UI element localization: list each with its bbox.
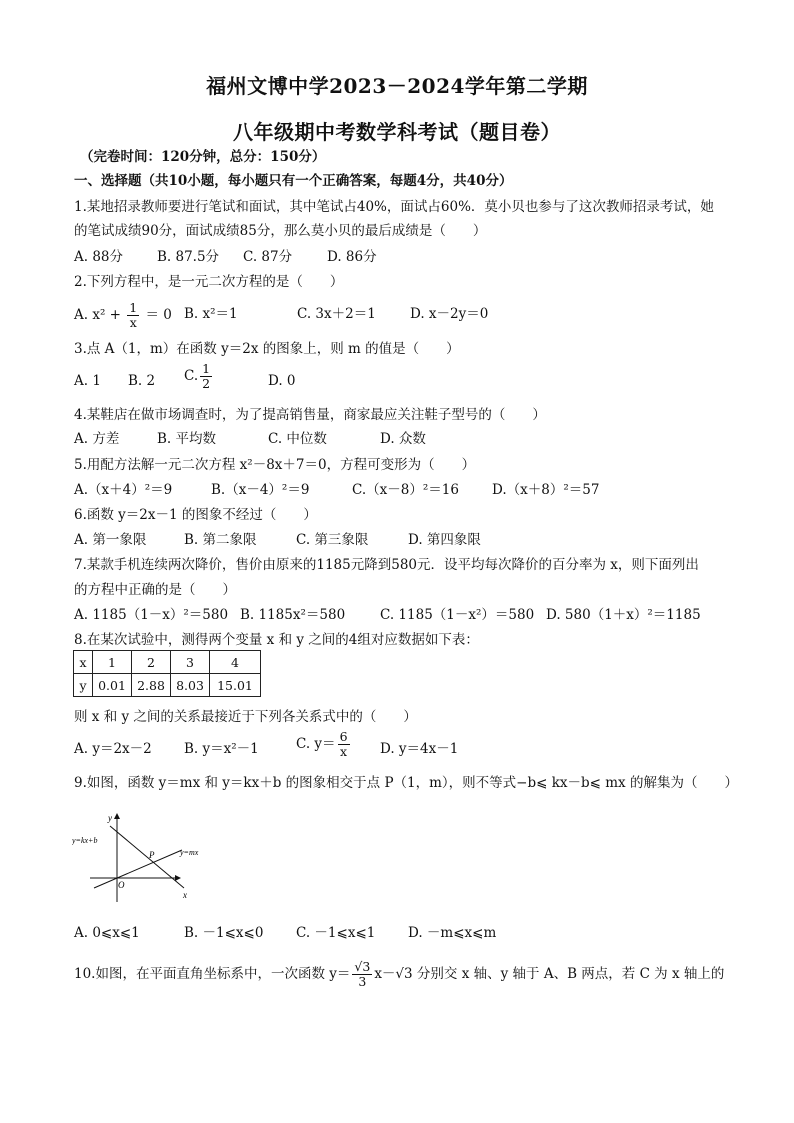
- q3-option-a: A. 1: [74, 373, 101, 389]
- q8-option-c-fraction: [338, 730, 350, 759]
- table-cell: 4: [210, 651, 261, 674]
- q8-stem-line2: 则 x 和 y 之间的关系最接近于下列各关系式中的（ ）: [74, 709, 417, 725]
- q5-option-b: B.（x－4）²＝9: [211, 482, 310, 498]
- q8-option-c: [296, 730, 352, 759]
- q10-stem-suffix: x－√3 分别交 x 轴、y 轴于 A、B 两点，若 C 为 x 轴上的: [374, 966, 725, 982]
- line-mx-label: y=mx: [180, 848, 199, 857]
- line-kx-b-label: y=kx+b: [72, 836, 98, 845]
- q6-option-c: C. 第三象限: [296, 532, 369, 548]
- q3-stem: 3.点 A（1，m）在函数 y＝2x 的图象上，则 m 的值是（ ）: [74, 341, 460, 357]
- q9-stem: 9.如图，函数 y＝mx 和 y＝kx＋b 的图象相交于点 P（1，m），则不等式−b⩽ kx－b⩽ mx 的解集为（ ）: [74, 775, 738, 791]
- q10-fraction: [352, 960, 372, 989]
- q5-stem: 5.用配方法解一元二次方程 x²－8x＋7＝0，方程可变形为（ ）: [74, 457, 476, 473]
- q7-option-a: A. 1185（1－x）²＝580: [74, 607, 229, 623]
- q2-option-a-fraction: [127, 301, 139, 330]
- q9-function-graph: [72, 808, 212, 908]
- q2-option-a-suffix: ＝ 0: [141, 307, 172, 323]
- q4-option-a: A. 方差: [74, 431, 120, 447]
- q6-stem: 6.函数 y＝2x－1 的图象不经过（ ）: [74, 507, 317, 523]
- table-cell: 1: [93, 651, 132, 674]
- fraction-numerator: 1: [202, 361, 211, 376]
- q2-stem: 2.下列方程中，是一元二次方程的是（ ）: [74, 274, 344, 290]
- q8-option-b: B. y＝x²－1: [184, 741, 259, 757]
- q5-option-a: A.（x＋4）²＝9: [74, 482, 173, 498]
- q7-stem-line1: 7.某款手机连续两次降价，售价由原来的1185元降到580元．设平均每次降价的百分率为 x，则下面列出: [74, 557, 699, 573]
- fraction-denominator: 2: [202, 376, 211, 391]
- exam-subtitle: 八年级期中考数学科考试（题目卷）: [233, 120, 561, 144]
- q1-option-b: B. 87.5分: [157, 249, 220, 265]
- q4-option-c: C. 中位数: [268, 431, 327, 447]
- q5-option-c: C.（x－8）²＝16: [352, 482, 459, 498]
- q5-option-d: D.（x＋8）²＝57: [492, 482, 600, 498]
- exam-info: （完卷时间：120分钟，总分：150分）: [80, 149, 326, 165]
- fraction-denominator: x: [129, 315, 137, 330]
- q6-option-b: B. 第二象限: [184, 532, 257, 548]
- q1-stem-line2: 的笔试成绩90分，面试成绩85分，那么莫小贝的最后成绩是（ ）: [74, 223, 487, 239]
- q2-option-a: [74, 301, 172, 330]
- q9-option-b: B. －1⩽x⩽0: [184, 925, 264, 941]
- q7-stem-line2: 的方程中正确的是（ ）: [74, 582, 236, 598]
- table-cell: 15.01: [210, 674, 261, 697]
- section-heading: 一、选择题（共10小题，每小题只有一个正确答案，每题4分，共40分）: [74, 173, 513, 189]
- exam-title: 福州文博中学2023－2024学年第二学期: [206, 74, 588, 98]
- q8-stem: 8.在某次试验中，测得两个变量 x 和 y 之间的4组对应数据如下表：: [74, 632, 479, 648]
- origin-label: O: [118, 880, 125, 890]
- table-cell: 2.88: [132, 674, 171, 697]
- q2-option-c: C. 3x＋2＝1: [297, 306, 376, 322]
- q2-option-a-prefix: A. x² +: [74, 307, 126, 323]
- table-cell: x: [74, 651, 93, 674]
- q2-option-b: B. x²＝1: [184, 306, 238, 322]
- q4-option-b: B. 平均数: [157, 431, 217, 447]
- q9-option-d: D. －m⩽x⩽m: [408, 925, 497, 941]
- fraction-numerator: √3: [354, 959, 371, 974]
- y-axis-label: y: [108, 813, 112, 823]
- q9-option-a: A. 0⩽x⩽1: [74, 925, 140, 941]
- q1-option-c: C. 87分: [243, 249, 293, 265]
- table-cell: y: [74, 674, 93, 697]
- q4-option-d: D. 众数: [380, 431, 426, 447]
- q3-option-c-prefix: C.: [184, 368, 199, 384]
- line-y-kx-b: [110, 826, 184, 888]
- q10-stem-prefix: 10.如图，在平面直角坐标系中，一次函数 y＝: [74, 966, 351, 982]
- x-axis-label: x: [183, 890, 187, 900]
- q3-option-c: [184, 362, 214, 391]
- q6-option-a: A. 第一象限: [74, 532, 147, 548]
- q1-option-a: A. 88分: [74, 249, 124, 265]
- fraction-denominator: x: [340, 744, 348, 759]
- q4-stem: 4.某鞋店在做市场调查时，为了提高销售量，商家最应关注鞋子型号的（ ）: [74, 407, 546, 423]
- q3-option-c-fraction: [200, 362, 212, 391]
- q7-option-c: C. 1185（1－x²）＝580: [380, 607, 535, 623]
- q6-option-d: D. 第四象限: [408, 532, 481, 548]
- q10-stem: [74, 960, 724, 989]
- table-cell: 3: [171, 651, 210, 674]
- fraction-numerator: 6: [339, 729, 348, 744]
- q8-option-a: A. y＝2x－2: [74, 741, 152, 757]
- q8-option-c-prefix: C. y＝: [296, 736, 336, 752]
- q3-option-b: B. 2: [128, 373, 156, 389]
- q9-option-c: C. －1⩽x⩽1: [296, 925, 376, 941]
- q8-data-table: [73, 650, 261, 697]
- q1-stem-line1: 1.某地招录教师要进行笔试和面试，其中笔试占40%，面试占60%．莫小贝也参与了这次教师招录考试，她: [74, 199, 714, 215]
- q7-option-b: B. 1185x²＝580: [240, 607, 346, 623]
- q7-option-d: D. 580（1＋x）²＝1185: [546, 607, 701, 623]
- fraction-numerator: 1: [129, 300, 138, 315]
- q1-option-d: D. 86分: [327, 249, 377, 265]
- point-p-label: P: [149, 850, 155, 860]
- q3-option-d: D. 0: [268, 373, 296, 389]
- table-cell: 8.03: [171, 674, 210, 697]
- q8-option-d: D. y＝4x－1: [380, 741, 459, 757]
- table-row-x: [74, 651, 261, 674]
- table-cell: 0.01: [93, 674, 132, 697]
- fraction-denominator: 3: [358, 974, 367, 989]
- line-y-mx: [94, 850, 182, 888]
- q2-option-d: D. x－2y＝0: [410, 306, 489, 322]
- table-row-y: [74, 674, 261, 697]
- table-cell: 2: [132, 651, 171, 674]
